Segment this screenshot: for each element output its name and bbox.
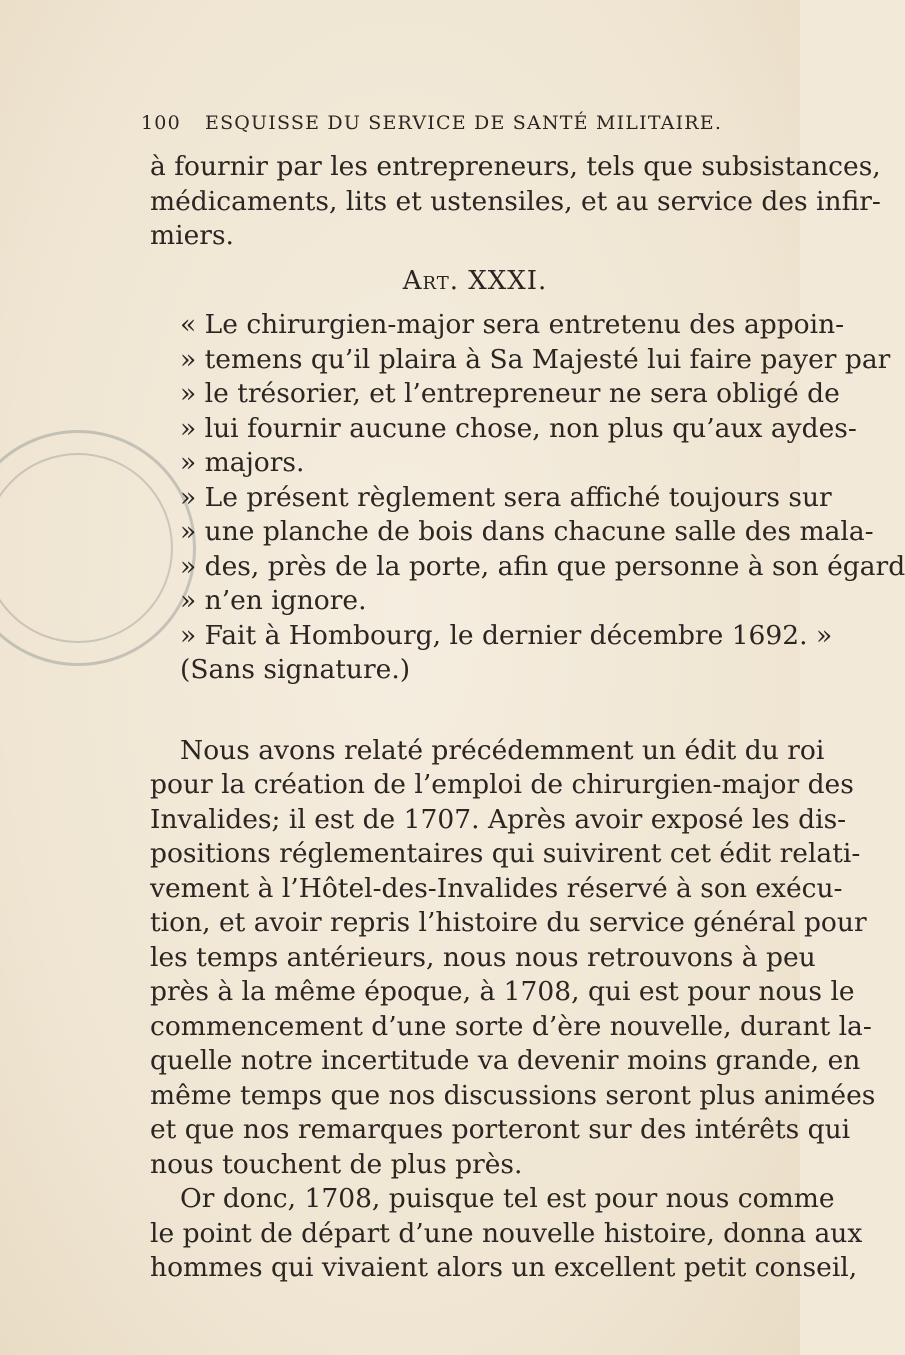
page-number: 100 bbox=[141, 112, 181, 134]
text-line: » n’en ignore. bbox=[180, 585, 367, 616]
quoted-regulation bbox=[150, 308, 905, 688]
text-line: les temps antérieurs, nous nous retrouvons à peu bbox=[150, 941, 816, 973]
article-heading: Art. XXXI. bbox=[402, 265, 548, 296]
text-line: médicaments, lits et ustensiles, et au service des infir- bbox=[150, 185, 881, 217]
text-line: et que nos remarques porteront sur des intérêts qui bbox=[150, 1114, 851, 1145]
text-line: Invalides; il est de 1707. Après avoir exposé les dis- bbox=[150, 803, 847, 835]
text-line: vement à l’Hôtel-des-Invalides réservé à son exécu- bbox=[150, 872, 843, 904]
page-body bbox=[150, 150, 905, 1286]
text-line: hommes qui vivaient alors un excellent petit conseil, bbox=[150, 1252, 858, 1283]
text-line: » lui fournir aucune chose, non plus qu’aux aydes- bbox=[180, 412, 857, 444]
text-line: pour la création de l’emploi de chirurgien-major des bbox=[150, 769, 854, 800]
text-line: miers. bbox=[150, 220, 234, 251]
text-line: même temps que nos discussions seront plus animées bbox=[150, 1079, 876, 1111]
signature-note: (Sans signature.) bbox=[180, 654, 411, 685]
text-line: positions réglementaires qui suivirent cet édit relati- bbox=[150, 838, 861, 869]
text-line: le point de départ d’une nouvelle histoire, donna aux bbox=[150, 1217, 863, 1249]
text-line: « Le chirurgien-major sera entretenu des appoin- bbox=[180, 309, 845, 340]
text-line: quelle notre incertitude va devenir moins grande, en bbox=[150, 1045, 861, 1076]
text-line: » des, près de la porte, afin que personne à son égard bbox=[180, 550, 905, 582]
text-line: nous touchent de plus près. bbox=[150, 1148, 523, 1180]
running-title: ESQUISSE DU SERVICE DE SANTÉ MILITAIRE. bbox=[205, 112, 723, 134]
text-line: à fournir par les entrepreneurs, tels que subsistances, bbox=[150, 151, 881, 182]
text-line: Or donc, 1708, puisque tel est pour nous comme bbox=[180, 1183, 835, 1214]
text-line: tion, et avoir repris l’histoire du service général pour bbox=[150, 907, 867, 938]
text-line: » temens qu’il plaira à Sa Majesté lui faire payer par bbox=[180, 343, 891, 375]
text-line: » Fait à Hombourg, le dernier décembre 1692. » bbox=[180, 619, 833, 651]
text-line: » Le présent règlement sera affiché toujours sur bbox=[180, 481, 832, 513]
text-line: » une planche de bois dans chacune salle des mala- bbox=[180, 516, 874, 547]
text-line: » le trésorier, et l’entrepreneur ne sera obligé de bbox=[180, 378, 840, 409]
paragraph bbox=[150, 1182, 863, 1286]
running-header bbox=[141, 112, 723, 134]
text-line: commencement d’une sorte d’ère nouvelle, durant la- bbox=[150, 1010, 872, 1042]
paragraph bbox=[150, 734, 876, 1183]
text-line: Nous avons relaté précédemment un édit du roi bbox=[180, 734, 825, 766]
text-line: » majors. bbox=[180, 447, 305, 478]
text-line: près à la même époque, à 1708, qui est pour nous le bbox=[150, 976, 855, 1007]
